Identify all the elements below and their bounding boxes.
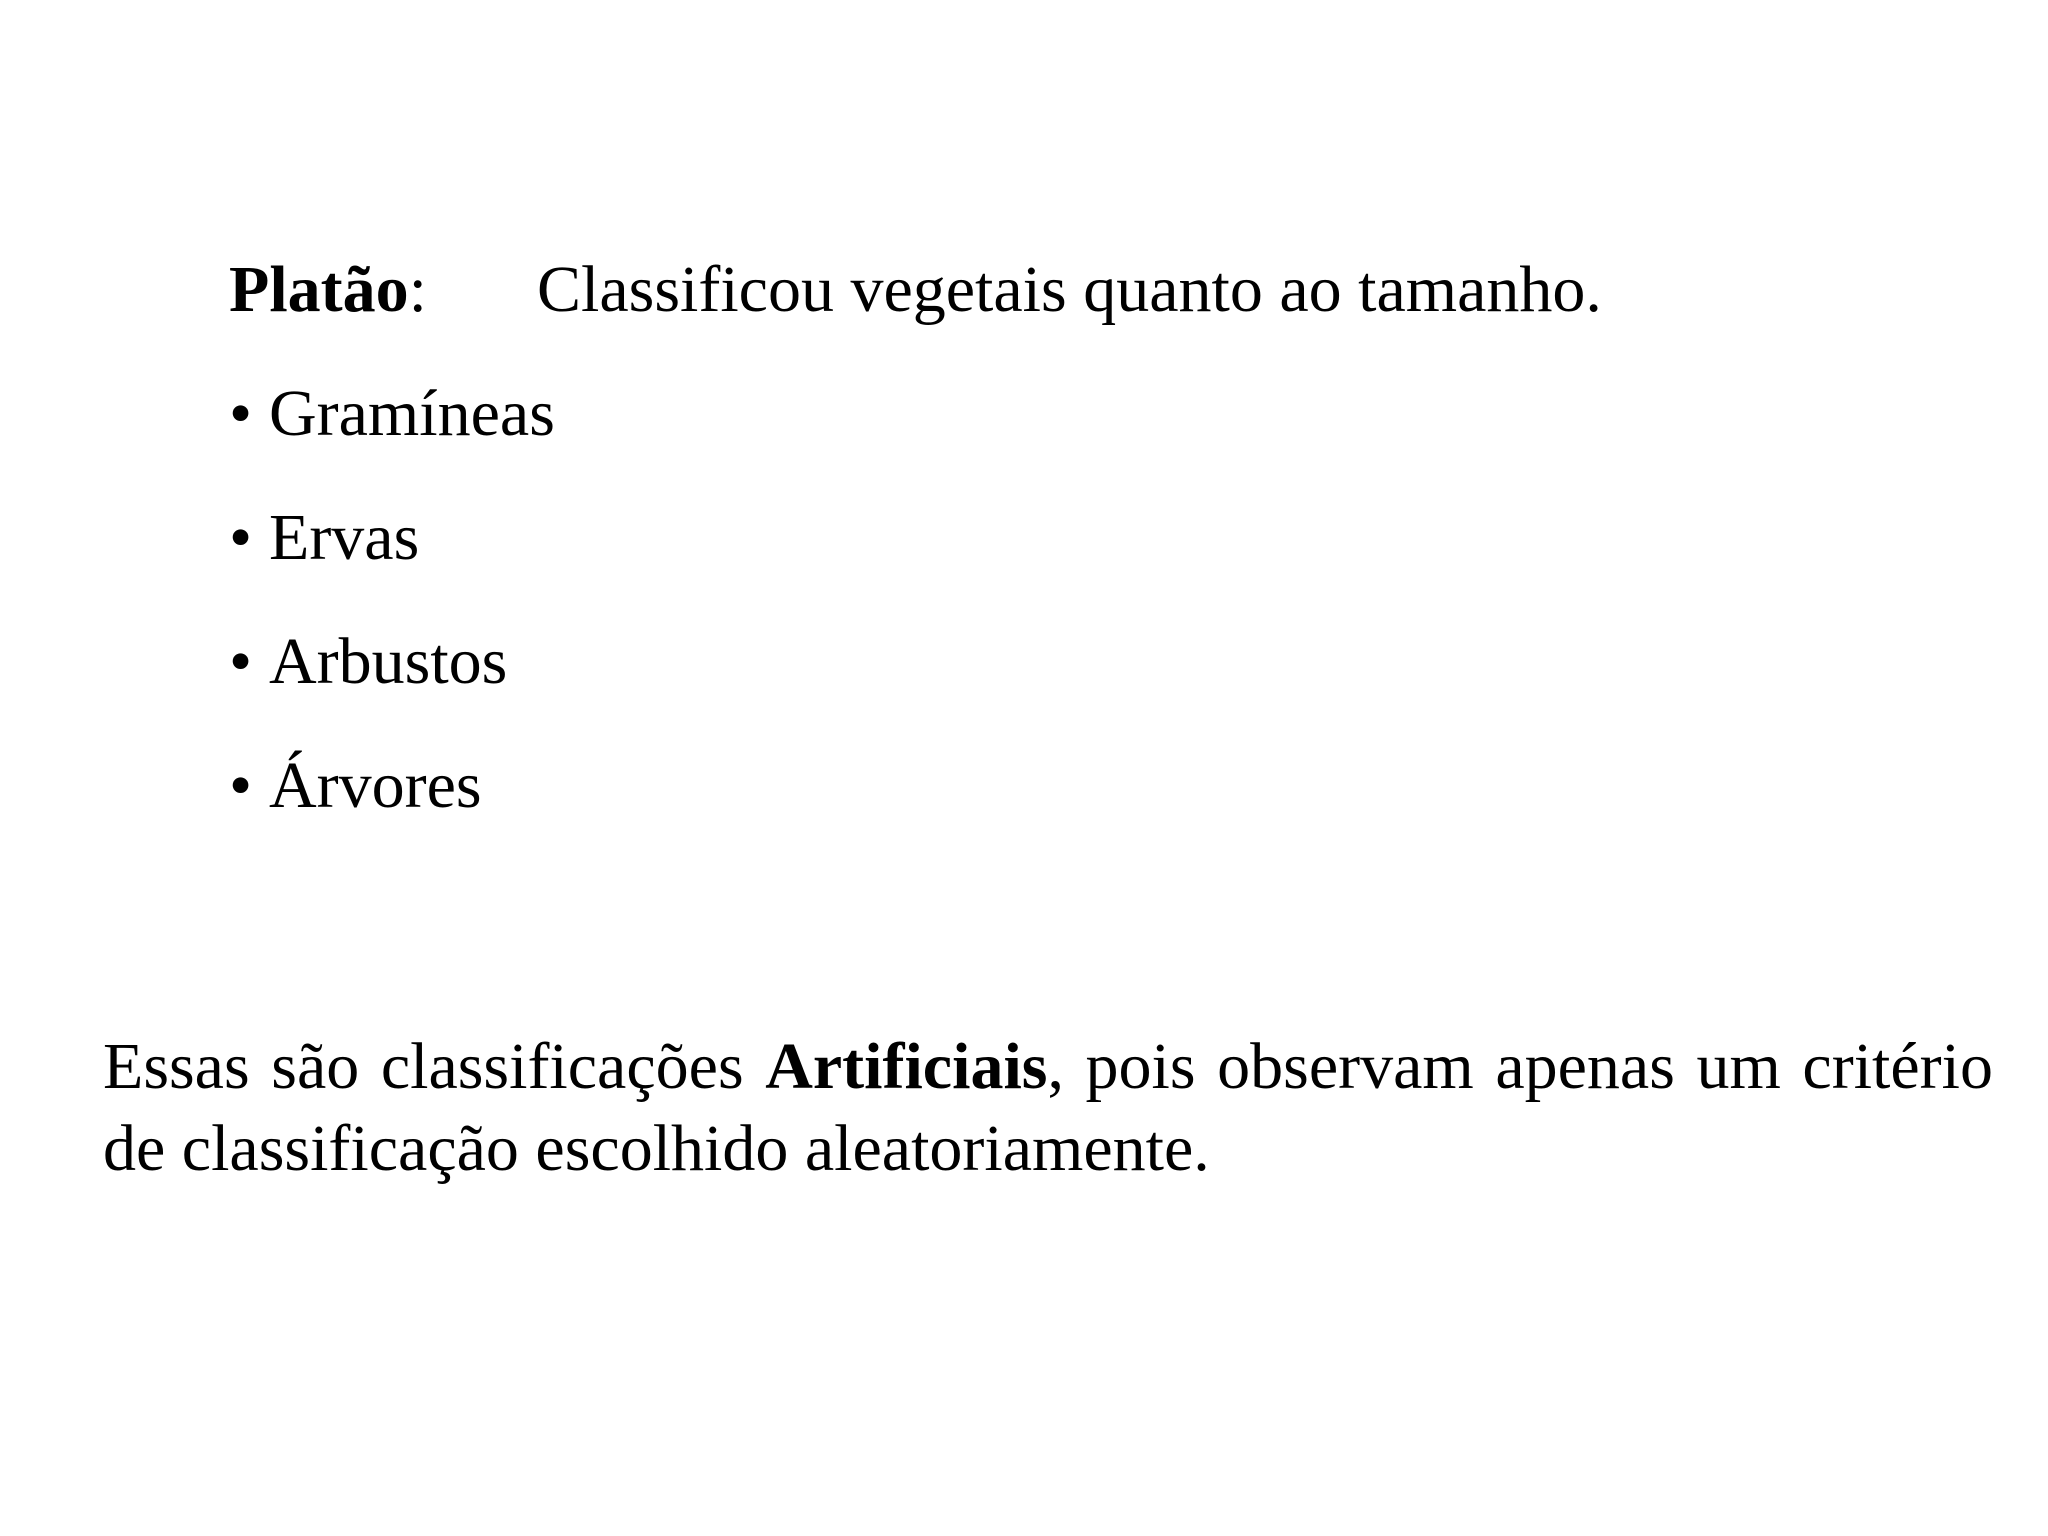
- conclusion-emphasis: Artificiais: [765, 1030, 1048, 1103]
- conclusion-text-start: Essas são classificações: [103, 1030, 766, 1103]
- bullet-icon: •: [229, 377, 253, 450]
- list-item: [229, 498, 555, 578]
- bullet-list: [229, 374, 555, 870]
- conclusion-text-end: , pois observam apenas um critério de classificação escolhido aleatoriamente.: [103, 1030, 1993, 1185]
- list-item: [229, 622, 555, 702]
- heading-line: [229, 250, 1602, 330]
- list-item-label: Ervas: [269, 501, 420, 574]
- list-item-label: Arbustos: [269, 625, 508, 698]
- conclusion-paragraph: [103, 1026, 1993, 1190]
- heading-description: Classificou vegetais quanto ao tamanho.: [537, 253, 1602, 326]
- list-item-label: Gramíneas: [269, 377, 555, 450]
- heading-name: Platão: [229, 253, 409, 326]
- list-item-label: Árvores: [269, 749, 482, 822]
- bullet-icon: •: [229, 749, 253, 822]
- bullet-icon: •: [229, 625, 253, 698]
- list-item: [229, 374, 555, 454]
- heading-colon: :: [408, 253, 427, 326]
- list-item: [229, 746, 555, 826]
- bullet-icon: •: [229, 501, 253, 574]
